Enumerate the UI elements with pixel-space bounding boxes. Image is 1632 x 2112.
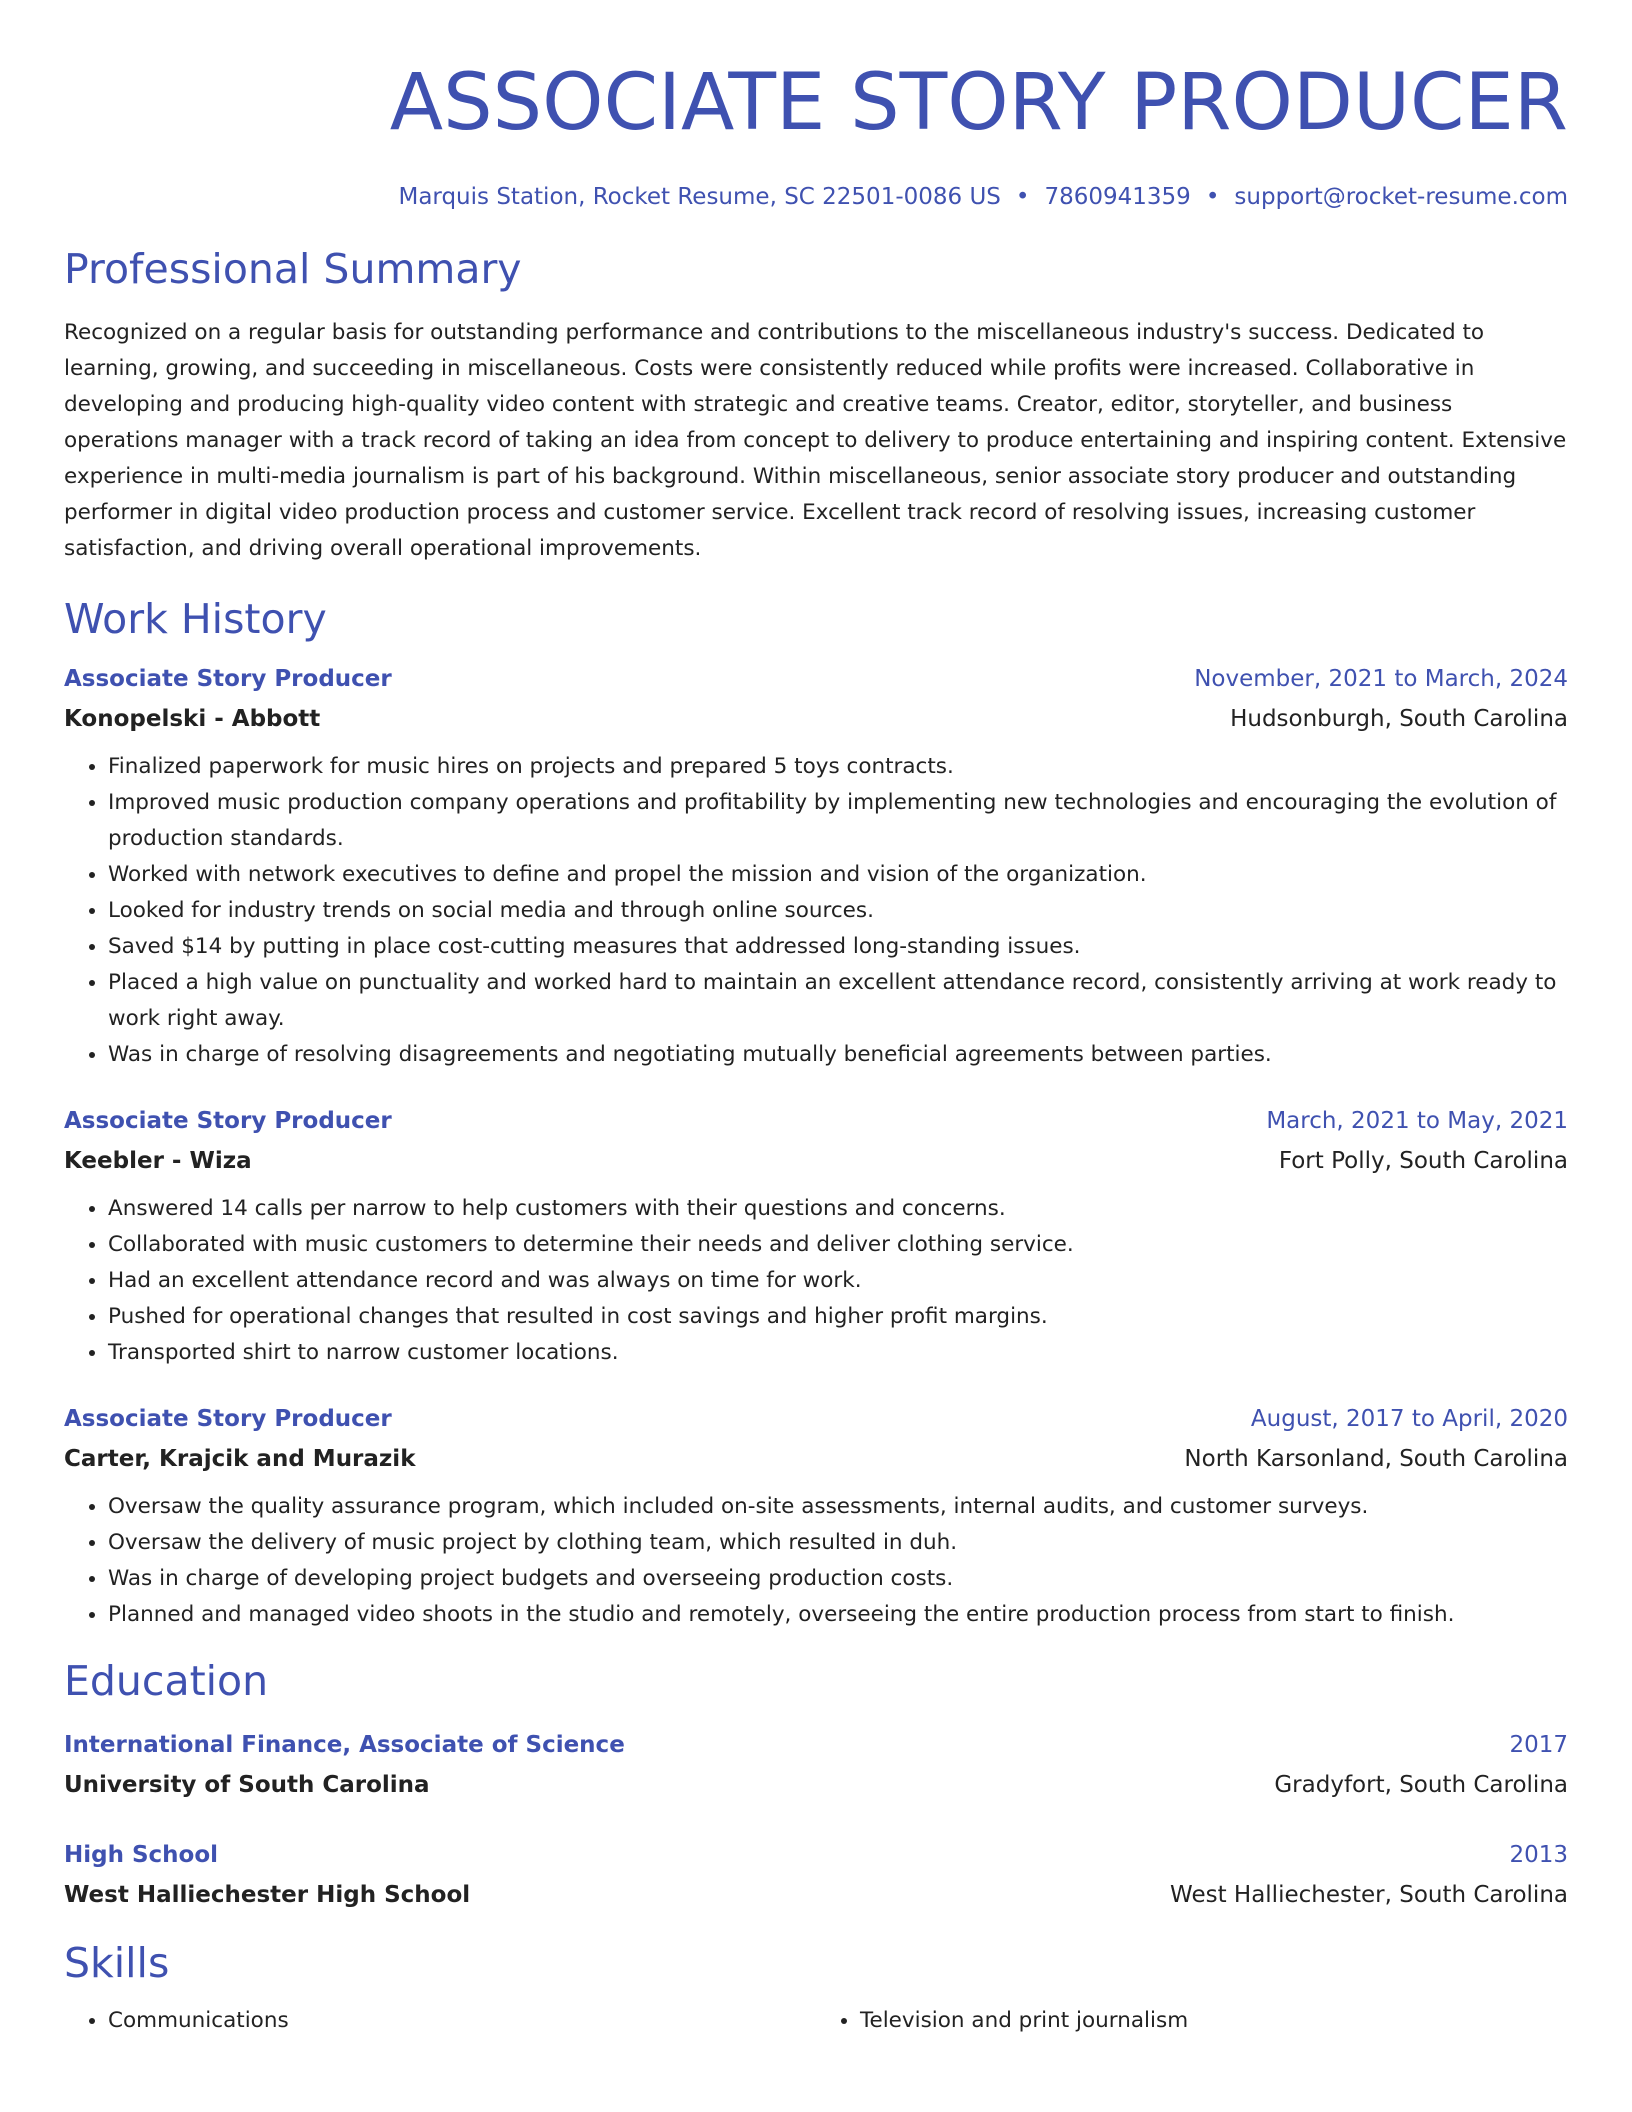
job-location: Fort Polly, South Carolina [1278, 1148, 1568, 1174]
contact-separator: • [1015, 184, 1030, 210]
job-header-row [64, 659, 1568, 699]
job-location: North Karsonland, South Carolina [1184, 1446, 1568, 1472]
job-bullet: • Finalized paperwork for music hires on projects and prepared 5 toys contracts. [108, 749, 1568, 785]
work-history-heading: Work History [64, 595, 327, 643]
job-company: Konopelski - Abbott [64, 706, 321, 732]
job-company-row [64, 1439, 1568, 1479]
education-school: West Halliechester High School [64, 1882, 471, 1908]
resume-header [64, 0, 1568, 213]
skills-column-right [816, 2003, 1568, 2039]
job-dates: March, 2021 to May, 2021 [1266, 1108, 1568, 1134]
job-company-row [64, 699, 1568, 739]
education-entry [64, 1835, 1568, 1915]
job-entry [64, 659, 1568, 1073]
job-bullet: • Answered 14 calls per narrow to help customers with their questions and concerns. [108, 1191, 1568, 1227]
skills-list [816, 2003, 1568, 2039]
job-entry [64, 1399, 1568, 1633]
skills-column-left [64, 2003, 816, 2039]
job-bullet: • Looked for industry trends on social media and through online sources. [108, 893, 1568, 929]
education-school: University of South Carolina [64, 1772, 430, 1798]
job-bullets [64, 1191, 1568, 1371]
contact-phone: 7860941359 [1044, 184, 1191, 210]
job-bullet: • Worked with network executives to define and propel the mission and vision of the organization. [108, 857, 1568, 893]
job-company-row [64, 1141, 1568, 1181]
job-bullet: • Improved music production company operations and profitability by implementing new technologies and encouraging the evolution of production standards. [108, 785, 1568, 857]
skills-list [64, 2003, 816, 2039]
job-bullet: • Oversaw the delivery of music project by clothing team, which resulted in duh. [108, 1525, 1568, 1561]
job-bullets [64, 1489, 1568, 1633]
job-company: Keebler - Wiza [64, 1148, 252, 1174]
summary-heading: Professional Summary [64, 245, 522, 293]
job-bullet: • Was in charge of resolving disagreements and negotiating mutually beneficial agreements between parties. [108, 1037, 1568, 1073]
job-bullet: • Placed a high value on punctuality and worked hard to maintain an excellent attendance record, consistently arriving at work ready to work right away. [108, 965, 1568, 1037]
job-bullet: • Pushed for operational changes that resulted in cost savings and higher profit margins. [108, 1299, 1568, 1335]
contact-address: Marquis Station, Rocket Resume, SC 22501-0086 US [398, 184, 1001, 210]
skill-item: • Communications [108, 2003, 816, 2039]
contact-email[interactable]: support@rocket-resume.com [1234, 184, 1568, 210]
job-dates: November, 2021 to March, 2024 [1194, 666, 1568, 692]
education-header-row [64, 1725, 1568, 1765]
job-bullet: • Collaborated with music customers to determine their needs and deliver clothing service. [108, 1227, 1568, 1263]
job-bullet: • Had an excellent attendance record and was always on time for work. [108, 1263, 1568, 1299]
job-role: Associate Story Producer [64, 666, 392, 692]
job-bullet: • Planned and managed video shoots in the studio and remotely, overseeing the entire production process from start to finish. [108, 1597, 1568, 1633]
job-dates: August, 2017 to April, 2020 [1250, 1406, 1568, 1432]
education-year: 2013 [1509, 1842, 1568, 1868]
skills-grid [64, 2003, 1568, 2039]
job-role: Associate Story Producer [64, 1108, 392, 1134]
job-role: Associate Story Producer [64, 1406, 392, 1432]
education-location: West Halliechester, South Carolina [1170, 1882, 1568, 1908]
contact-separator: • [1205, 184, 1220, 210]
job-bullet: • Transported shirt to narrow customer locations. [108, 1335, 1568, 1371]
education-school-row [64, 1765, 1568, 1805]
job-entry [64, 1101, 1568, 1371]
education-degree: International Finance, Associate of Science [64, 1732, 625, 1758]
education-year: 2017 [1509, 1732, 1568, 1758]
education-entry [64, 1725, 1568, 1805]
job-bullets [64, 749, 1568, 1073]
skills-heading: Skills [64, 1939, 170, 1987]
education-location: Gradyfort, South Carolina [1274, 1772, 1568, 1798]
resume-name: ASSOCIATE STORY PRODUCER [389, 58, 1568, 148]
skill-item: • Television and print journalism [860, 2003, 1568, 2039]
education-school-row [64, 1875, 1568, 1915]
education-heading: Education [64, 1657, 269, 1705]
education-header-row [64, 1835, 1568, 1875]
job-bullet: • Oversaw the quality assurance program, which included on-site assessments, internal audits, and customer surveys. [108, 1489, 1568, 1525]
education-degree: High School [64, 1842, 219, 1868]
job-company: Carter, Krajcik and Murazik [64, 1446, 416, 1472]
job-header-row [64, 1101, 1568, 1141]
job-bullet: • Saved $14 by putting in place cost-cutting measures that addressed long-standing issues. [108, 929, 1568, 965]
summary-text: Recognized on a regular basis for outstanding performance and contributions to the miscellaneous industry's success. Dedicated to learning, growing, and succeeding in miscellaneous. Costs were consistently reduced while profits were increased. Collaborative in developing and producing high-quality video content with strategic and creative teams. Creator, editor, storyteller, and business operations manager with a track record of taking an idea from concept to delivery to produce entertaining and inspiring content. Extensive experience in multi-media journalism is part of his background. Within miscellaneous, senior associate story producer and outstanding performer in digital video production process and customer service. Excellent track record of resolving issues, increasing customer satisfaction, and driving overall operational improvements. [64, 320, 1567, 561]
job-header-row [64, 1399, 1568, 1439]
job-location: Hudsonburgh, South Carolina [1230, 706, 1568, 732]
contact-line [64, 181, 1568, 213]
job-bullet: • Was in charge of developing project budgets and overseeing production costs. [108, 1561, 1568, 1597]
